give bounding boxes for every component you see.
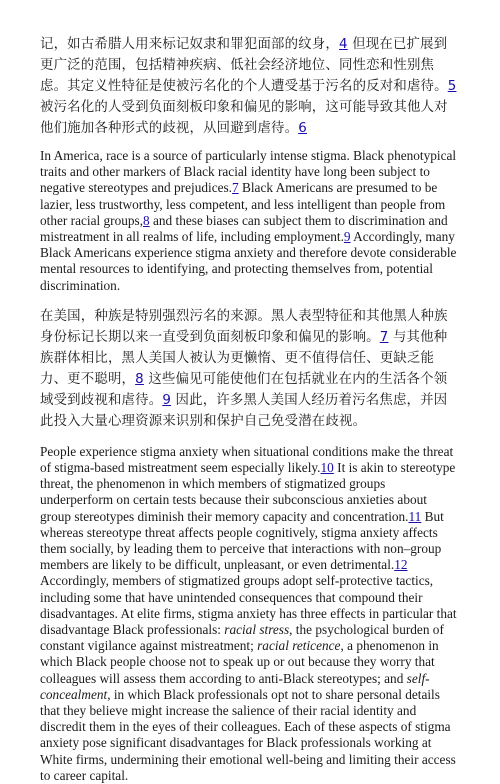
text-segment: In America, race is a source of particularly intense stigma. Black phenotypical traits and other markers of Black racial identity have long been subject to negative stereotypes and prejudices. — [40, 148, 457, 196]
footnote-ref-link[interactable]: 6 — [298, 121, 307, 136]
footnote-ref-link[interactable]: 8 — [135, 371, 144, 387]
text-segment: , in which Black professionals opt not to share personal details that they believe might increase the salience of their racial identity and discredit them in the eyes of their colleagues. Each of these aspects of stigma anxiety pose significant disadvantages for Black professionals working at White firms, undermining their emotional well-being and limiting their access to career capital. — [40, 686, 456, 783]
paragraph-en-2 — [40, 148, 460, 294]
text-segment: It is akin to stereotype threat, the phenomenon in which members of stigmatized groups underperform on certain tests because their subconscious anxieties about group stereotypes diminish their memory capacity and concentration. — [40, 460, 456, 524]
emphasized-term: racial stress — [224, 622, 290, 638]
emphasized-term: racial reticence — [257, 638, 341, 654]
text-segment: Accordingly, many Black Americans experience stigma anxiety and therefore devote considerable mental resources to identifying, and protecting themselves from, potential discrimination. — [40, 229, 457, 293]
paragraph-zh-3 — [40, 306, 460, 432]
text-segment: 被污名化的人受到负面刻板印象和偏见的影响，这可能导致其他人对他们施加各种形式的歧视，从回避到虐待。 — [40, 100, 448, 136]
footnote-ref-link[interactable]: 9 — [162, 392, 172, 408]
emphasized-term: self-concealment — [40, 670, 430, 702]
text-segment: 与其他种族群体相比，黑人美国人被认为更懒惰、更不值得信任、更缺乏能力、更不聪明， — [40, 329, 448, 387]
text-segment: Black Americans are presumed to be lazier, less trustworthy, less competent, and less intelligent than people from other racial groups, — [40, 180, 446, 228]
text-segment: 因此，许多黑人美国人经历着污名焦虑，并因此投入大量心理资源来识别和保护自己免受潜在歧视。 — [40, 392, 448, 429]
footnote-ref-link[interactable]: 12 — [394, 557, 408, 573]
text-segment: and these biases can subject them to discrimination and mistreatment in all realms of life, including employment. — [40, 212, 448, 245]
footnote-ref-link[interactable]: 7 — [232, 180, 239, 196]
text-segment: 记，如古希腊人用来标记奴隶和罪犯面部的纹身， — [40, 37, 339, 52]
text-segment: 这些偏见可能使他们在包括就业在内的生活各个领域受到歧视和虐待。 — [40, 371, 448, 408]
footnote-ref-link[interactable]: 8 — [143, 212, 150, 228]
text-segment: Accordingly, members of stigmatized groups adopt self-protective tactics, including some that have unintended consequences that compound their disadvantages. At elite firms, stigma anxiety has three effects in particular that disadvantage Black professionals: — [40, 573, 457, 638]
paragraph-en-4 — [40, 444, 460, 784]
paragraph-zh-1 — [40, 34, 460, 139]
document-page — [40, 34, 460, 784]
text-segment: 但现在已扩展到更广泛的范围，包括精神疾病、低社会经济地位、同性恋和性别焦虑。其定义性特征是使被污名化的个人遭受基于污名的反对和虐待。 — [40, 37, 448, 94]
text-segment: But whereas stereotype threat affects people cognitively, stigma anxiety affects them socially, by leading them to perceive that interactions with non–group members are likely to be difficult, unpleasant, or even detrimental. — [40, 508, 444, 573]
text-segment: 在美国，种族是特别强烈污名的来源。黑人表型特征和其他黑人种族身份标记长期以来一直受到负面刻板印象和偏见的影响。 — [40, 308, 448, 345]
text-segment: People experience stigma anxiety when situational conditions make the threat of stigma-based mistreatment seem especially likely. — [40, 443, 454, 476]
text-segment: , the psychological burden of constant vigilance against mistreatment; — [40, 622, 444, 654]
footnote-ref-link[interactable]: 11 — [408, 508, 422, 524]
footnote-ref-link[interactable]: 5 — [447, 79, 457, 94]
footnote-ref-link[interactable]: 10 — [320, 460, 334, 476]
text-segment: , a phenomenon in which Black people choose not to speak up or out because they worry that colleagues will assess them according to anti-Black stereotypes; and — [40, 638, 439, 686]
footnote-ref-link[interactable]: 9 — [343, 229, 351, 245]
footnote-ref-link[interactable]: 7 — [379, 329, 389, 345]
footnote-ref-link[interactable]: 4 — [339, 37, 348, 52]
